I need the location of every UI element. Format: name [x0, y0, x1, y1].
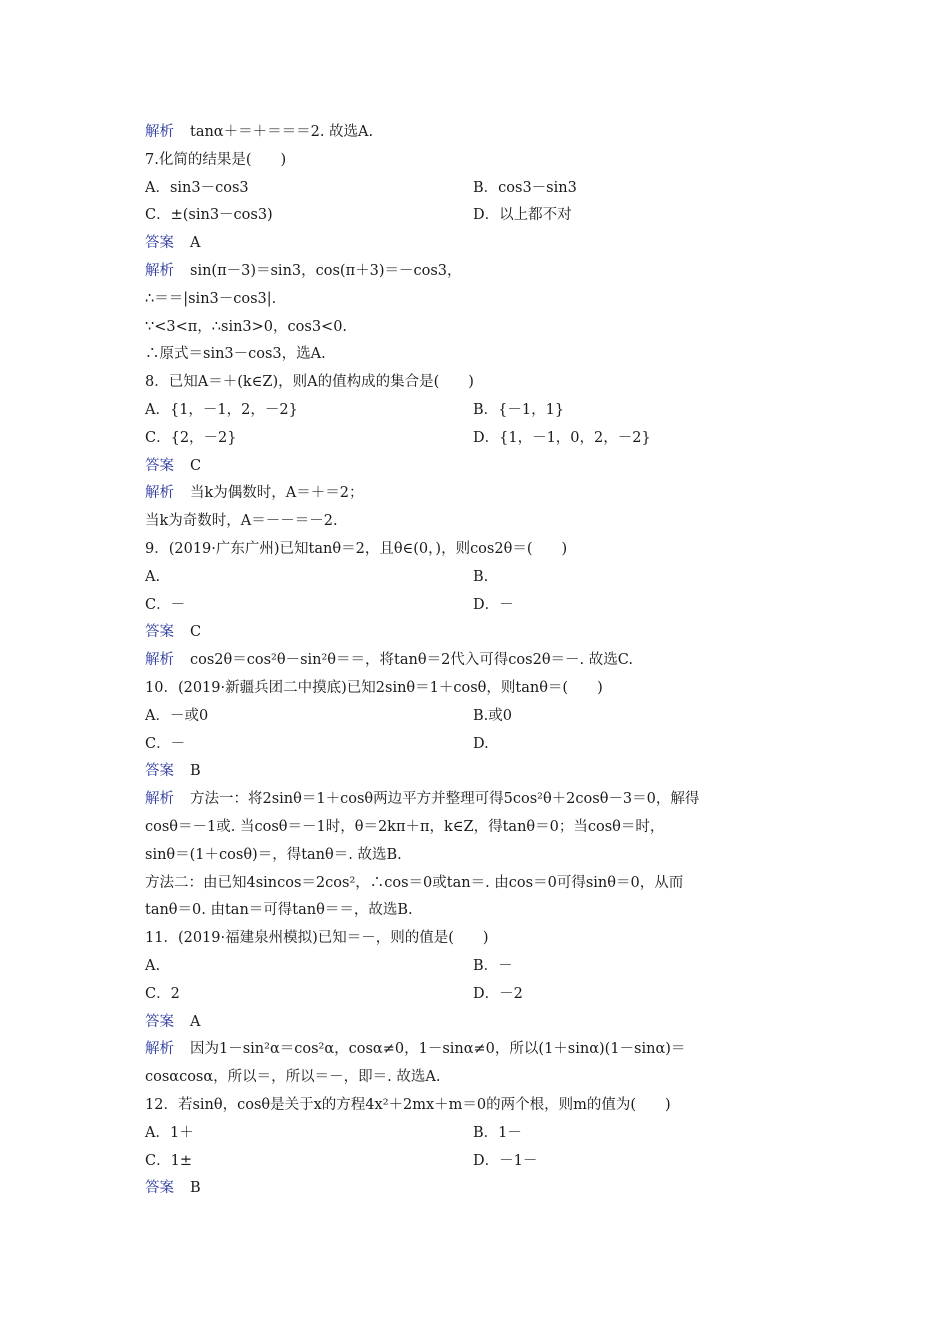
text-line: [145, 122, 373, 142]
line-text: C．±(sin3－cos3): [145, 207, 273, 223]
line-text: cos2θ＝cos²θ－sin²θ＝＝，将tanθ＝2代入可得cos2θ＝－. 故选C.: [190, 652, 633, 668]
text-line: [145, 761, 201, 781]
text-line: [145, 817, 664, 837]
option-right: D．－: [473, 597, 514, 613]
option-right: D．{1，－1，0，2，－2}: [473, 430, 651, 446]
analysis-label: 解析: [145, 124, 174, 140]
option-right: B．{－1，1}: [473, 402, 565, 418]
text-line: [145, 845, 402, 865]
text-line: [145, 1178, 201, 1198]
line-text: 9．(2019·广东广州)已知tanθ＝2，且θ∈(0，)，则cos2θ＝( ): [145, 541, 568, 557]
text-line: [145, 372, 474, 392]
line-text: A: [190, 1014, 201, 1030]
text-line: [145, 734, 185, 754]
option-right: D．－2: [473, 986, 523, 1002]
answer-label: 答案: [145, 1014, 174, 1030]
text-line: [145, 900, 413, 920]
line-text: C．－: [145, 597, 186, 613]
line-text: 8．已知A＝＋(k∈Z)，则A的值构成的集合是( ): [145, 374, 474, 390]
line-text: 因为1－sin²α＝cos²α，cosα≠0，1－sinα≠0，所以(1＋sinα)(1－sinα)＝: [190, 1041, 686, 1057]
text-line: [145, 595, 185, 615]
text-line: [145, 567, 160, 587]
text-line: [145, 150, 286, 170]
line-text: A．－或0: [145, 708, 209, 724]
analysis-label: 解析: [145, 485, 174, 501]
line-text: A.: [145, 569, 161, 585]
text-line: [145, 317, 347, 337]
text-line: [145, 289, 276, 309]
option-right: D．以上都不对: [473, 207, 572, 223]
line-text: 12．若sinθ，cosθ是关于x的方程4x²＋2mx＋m＝0的两个根，则m的值为( ): [145, 1097, 671, 1113]
text-line: [145, 233, 200, 253]
text-line: [145, 956, 160, 976]
line-text: cosθ＝－1或. 当cosθ＝－1时，θ＝2kπ＋π，k∈Z，得tanθ＝0；当cosθ＝时，: [145, 819, 665, 835]
line-text: ∴原式＝sin3－cos3，选A.: [145, 346, 326, 362]
answer-label: 答案: [145, 1180, 174, 1196]
line-text: 方法一：将2sinθ＝1＋cosθ两边平方并整理可得5cos²θ＋2cosθ－3＝0，解得: [190, 791, 700, 807]
text-line: [145, 984, 180, 1004]
text-line: [145, 873, 683, 893]
option-right: B．－: [473, 958, 513, 974]
text-line: [145, 456, 201, 476]
answer-label: 答案: [145, 624, 174, 640]
text-line: [145, 678, 603, 698]
text-line: [145, 428, 237, 448]
analysis-label: 解析: [145, 791, 174, 807]
analysis-label: 解析: [145, 652, 174, 668]
line-text: C．－: [145, 736, 186, 752]
text-line: [145, 622, 201, 642]
line-text: C．2: [145, 986, 180, 1002]
line-text: C: [190, 624, 202, 640]
text-line: [145, 928, 489, 948]
option-right: D.: [473, 736, 489, 752]
line-text: 10．(2019·新疆兵团二中摸底)已知2sinθ＝1＋cosθ，则tanθ＝( ): [145, 680, 603, 696]
line-text: 11．(2019·福建泉州模拟)已知＝－，则的值是( ): [145, 930, 489, 946]
line-text: ∴＝＝|sin3－cos3|.: [145, 291, 277, 307]
line-text: A: [190, 235, 201, 251]
text-line: [145, 511, 338, 531]
option-right: B.或0: [473, 708, 512, 724]
line-text: C: [190, 458, 202, 474]
line-text: A．1＋: [145, 1125, 194, 1141]
line-text: 当k为奇数时，A＝－－＝－2.: [145, 513, 338, 529]
text-line: [145, 706, 208, 726]
text-line: [145, 178, 249, 198]
text-line: [145, 1012, 200, 1032]
option-right: D．－1－: [473, 1153, 538, 1169]
line-text: cosαcosα，所以＝，所以＝－，即＝. 故选A.: [145, 1069, 441, 1085]
line-text: A．sin3－cos3: [145, 180, 249, 196]
line-text: sin(π－3)＝sin3，cos(π＋3)＝－cos3，: [190, 263, 462, 279]
option-right: B．cos3－sin3: [473, 180, 577, 196]
line-text: A.: [145, 958, 161, 974]
answer-label: 答案: [145, 235, 174, 251]
line-text: A．{1，－1，2，－2}: [145, 402, 298, 418]
answer-label: 答案: [145, 763, 174, 779]
option-right: B.: [473, 569, 489, 585]
line-text: 7.化简的结果是( ): [145, 152, 287, 168]
text-line: [145, 1151, 192, 1171]
answer-label: 答案: [145, 458, 174, 474]
text-line: [145, 205, 273, 225]
line-text: C．{2，－2}: [145, 430, 237, 446]
line-text: 方法二：由已知4sincos＝2cos²，∴cos＝0或tan＝. 由cos＝0可得sinθ＝0，从而: [145, 875, 684, 891]
text-line: [145, 539, 567, 559]
text-line: [145, 1067, 440, 1087]
text-line: [145, 344, 326, 364]
line-text: C．1±: [145, 1153, 192, 1169]
analysis-label: 解析: [145, 263, 174, 279]
line-text: 当k为偶数时，A＝＋＝2；: [190, 485, 364, 501]
text-line: [145, 1095, 671, 1115]
line-text: tanθ＝0. 由tan＝可得tanθ＝＝，故选B.: [145, 902, 413, 918]
text-line: [145, 1039, 685, 1059]
analysis-label: 解析: [145, 1041, 174, 1057]
text-line: [145, 261, 462, 281]
line-text: B: [190, 763, 201, 779]
text-line: [145, 483, 363, 503]
text-line: [145, 789, 699, 809]
text-line: [145, 650, 633, 670]
line-text: tanα＋＝＋＝＝＝2. 故选A.: [190, 124, 374, 140]
line-text: B: [190, 1180, 201, 1196]
option-right: B．1－: [473, 1125, 522, 1141]
text-line: [145, 1123, 194, 1143]
line-text: sinθ＝(1＋cosθ)＝，得tanθ＝. 故选B.: [145, 847, 402, 863]
text-line: [145, 400, 298, 420]
line-text: ∵<3<π，∴sin3>0，cos3<0.: [145, 319, 348, 335]
